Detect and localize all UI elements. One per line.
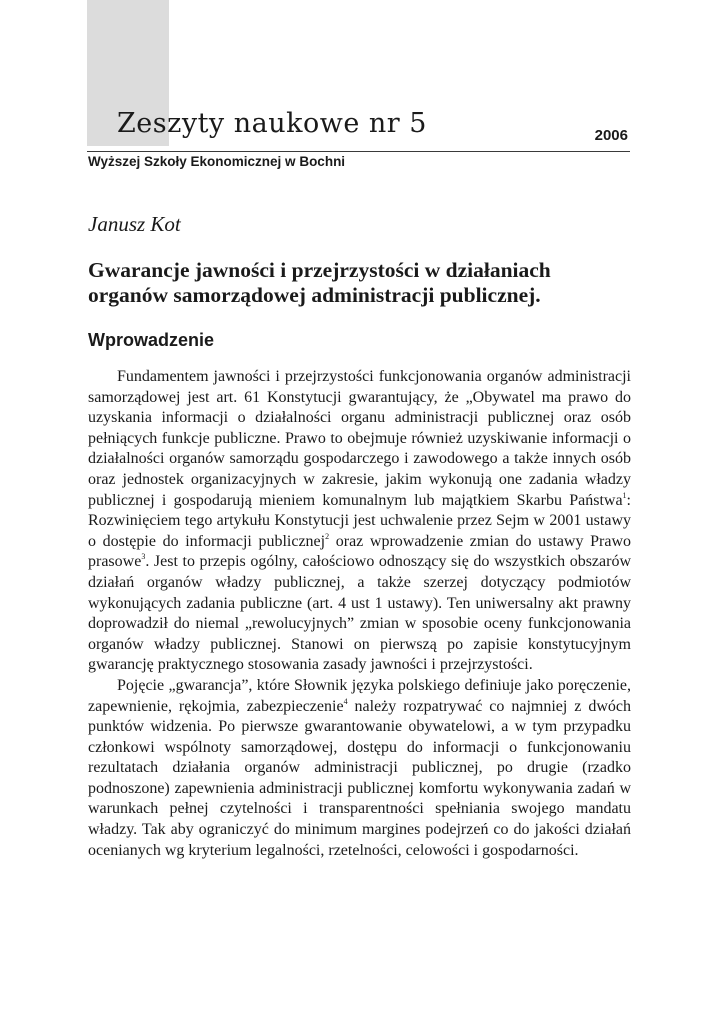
paragraph-2	[88, 676, 631, 861]
article-title: Gwarancje jawności i przejrzystości w działaniach organów samorządowej administracji publicznej.	[88, 258, 551, 307]
article-author: Janusz Kot	[88, 212, 181, 236]
paragraph-1	[88, 367, 631, 676]
footnote-ref-3[interactable]: 3	[141, 552, 146, 562]
article-body	[88, 367, 631, 861]
paragraph-1-text-a: Fundamentem jawności i przejrzystości funkcjonowania organów administracji samorządowej jest art. 61 Konstytucji gwarantujący, że „Obywatel ma prawo do uzyskania informacji o działalności organu administracji publicznej oraz osób pełniących funkcje publiczne. Prawo to obejmuje również uzyskiwanie informacji o działalności organów samorządu gospodarczego i zawodowego a także innych osób oraz jednostek organizacyjnych w zakresie, jakim wykonują one zadania władzy publicznej i gospodarują mieniem komunalnym lub majątkiem Skarbu Państwa	[88, 368, 631, 509]
footnote-ref-2[interactable]: 2	[325, 531, 330, 541]
footnote-ref-1[interactable]: 1	[622, 490, 627, 500]
section-heading: Wprowadzenie	[88, 330, 215, 350]
footnote-ref-4[interactable]: 4	[343, 696, 348, 706]
paragraph-2-text-b: należy rozpatrywać co najmniej z dwóch punktów widzenia. Po pierwsze gwarantowanie obywatelowi, a w tym przypadku członkowi wspólnoty samorządowej, dostępu do informacji o funkcjonowaniu rezultatach działania organów administracji publicznej, po drugie (rzadko podnoszone) zapewnienia administracji publicznej komfortu wykonywania zadań w warunkach pełnej czytelności i transparentności spełniania swojego mandatu władzy. Tak aby ograniczyć do minimum margines podejrzeń co do jakości działań ocenianych wg kryterium legalności, rzetelności, celowości i gospodarności.	[88, 697, 632, 859]
journal-year: 2006	[594, 127, 628, 144]
paragraph-2-text-a: Pojęcie „gwarancja”, które Słownik języka polskiego definiuje jako poręczenie, zapewnienie, rękojmia, zabezpieczenie	[88, 676, 631, 715]
paragraph-1-text-c: oraz wprowadzenie zmian do ustawy Prawo prasowe	[88, 532, 631, 571]
header-divider	[87, 151, 630, 152]
journal-title: Zeszyty naukowe nr 5	[117, 108, 427, 139]
school-name: Wyższej Szkoły Ekonomicznej w Bochni	[88, 154, 346, 169]
paragraph-1-text-b: : Rozwinięciem tego artykułu Konstytucji jest uchwalenie przez Sejm w 2001 ustawy o dostępie do informacji publicznej	[88, 491, 631, 550]
paragraph-1-text-d: . Jest to przepis ogólny, całościowo odnoszący się do wszystkich obszarów działań organów władzy publicznej, a także szerzej dotyczący podmiotów wykonujących zadania publiczne (art. 4 ust 1 ustawy). Ten uniwersalny akt prawny doprowadził do niemal „rewolucyjnych” zmian w sposobie oceny funkcjonowania organów władzy publicznej. Stanowi on pierwszą po zapisie konstytucyjnym gwarancję praktycznego stosowania zasady jawności i przejrzystości.	[88, 553, 631, 674]
